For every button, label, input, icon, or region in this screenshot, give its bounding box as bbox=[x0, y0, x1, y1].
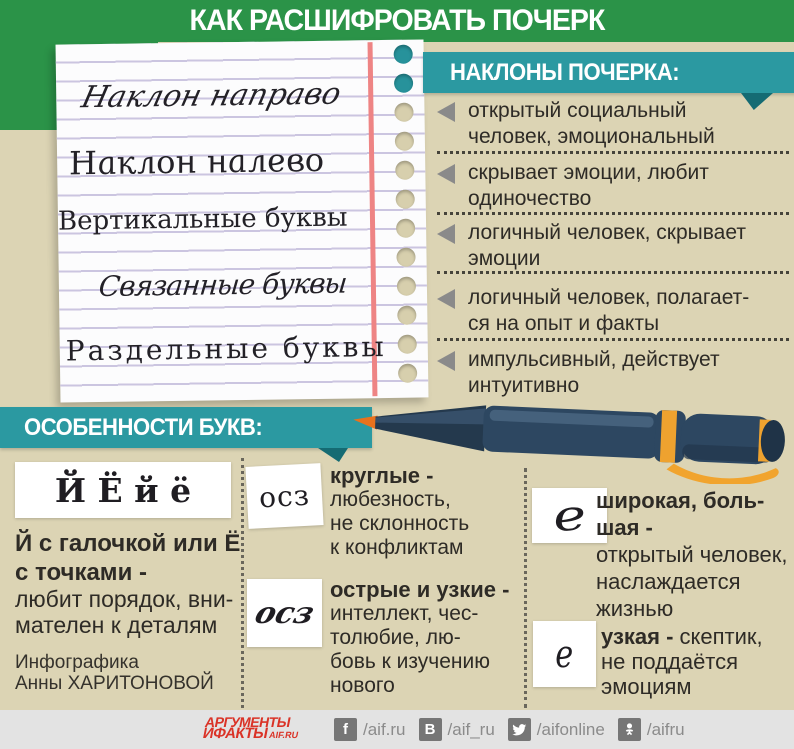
description-line: бовь к изучению bbox=[330, 650, 490, 673]
letter-term: узкая - bbox=[601, 624, 674, 649]
logo-suffix: AIF.RU bbox=[268, 730, 300, 740]
letter-sample-box bbox=[533, 621, 596, 687]
letter-term: острые и узкие - bbox=[330, 577, 510, 602]
page-title: КАК РАСШИФРОВАТЬ ПОЧЕРК bbox=[189, 4, 605, 37]
column-separator bbox=[241, 458, 244, 708]
credit-line: Инфографика bbox=[15, 652, 139, 673]
description-line: к конфликтам bbox=[330, 536, 464, 559]
description-line: толюбие, лю- bbox=[330, 626, 461, 649]
logo-line: ИФАКТЫ bbox=[201, 725, 270, 742]
slant-item bbox=[437, 160, 709, 212]
slant-item-text: открытый социальный bbox=[468, 99, 687, 122]
letter-term: круглые - bbox=[330, 463, 434, 488]
slant-item bbox=[437, 98, 715, 150]
social-handle[interactable]: /aifonline bbox=[536, 719, 605, 739]
social-link-vk[interactable] bbox=[419, 718, 495, 741]
handwriting-connected: Связанные буквы bbox=[97, 266, 348, 304]
vk-icon[interactable]: В bbox=[419, 718, 442, 741]
description-line: жизнью bbox=[596, 596, 674, 621]
pointer-triangle-icon bbox=[437, 289, 455, 309]
column-separator bbox=[524, 468, 527, 708]
slant-item bbox=[437, 285, 749, 337]
binding-hole bbox=[397, 306, 416, 325]
handwriting-vertical: Вертикальные буквы bbox=[57, 202, 348, 237]
handwriting-slant-left: Наклон налево bbox=[65, 140, 328, 183]
letter-entry bbox=[601, 624, 763, 699]
letter-entry bbox=[330, 578, 509, 698]
description-line: эмоциям bbox=[601, 674, 692, 699]
dotted-separator bbox=[437, 338, 789, 341]
slant-item-text: интуитивно bbox=[468, 374, 580, 397]
letter-sample-box bbox=[247, 579, 322, 647]
description-line: открытый человек, bbox=[596, 542, 788, 567]
pointer-triangle-icon bbox=[437, 224, 455, 244]
facebook-icon[interactable]: f bbox=[334, 718, 357, 741]
description-line: любит порядок, вни- bbox=[15, 586, 234, 612]
binding-hole bbox=[396, 190, 415, 209]
dotted-separator bbox=[437, 271, 789, 274]
description-line: интеллект, чес- bbox=[330, 602, 479, 625]
binding-hole bbox=[395, 161, 414, 180]
spiral-holes bbox=[394, 45, 418, 393]
letter-sample: е bbox=[549, 489, 590, 542]
binding-hole bbox=[395, 132, 414, 151]
slant-item-text: логичный человек, скрывает bbox=[468, 221, 746, 244]
credit-text bbox=[15, 652, 214, 694]
description-line: не склонность bbox=[330, 512, 470, 535]
description-line: не поддаётся bbox=[601, 649, 739, 674]
ribbon-fold-icon bbox=[318, 448, 348, 462]
slant-item-text: одиночество bbox=[468, 187, 592, 210]
letter-term: шая - bbox=[596, 515, 653, 540]
binding-hole bbox=[398, 364, 417, 383]
description-line: скептик, bbox=[679, 624, 763, 649]
binding-hole bbox=[394, 74, 413, 93]
social-handle[interactable]: /aif_ru bbox=[447, 719, 495, 739]
handwriting-slant-right: Наклон направо bbox=[78, 76, 345, 116]
letter-sample: осз bbox=[250, 595, 319, 631]
pointer-triangle-icon bbox=[437, 351, 455, 371]
slant-item bbox=[437, 220, 746, 272]
binding-hole bbox=[397, 277, 416, 296]
letters-banner-label: ОСОБЕННОСТИ БУКВ: bbox=[24, 413, 263, 441]
credit-line: Анны ХАРИТОНОВОЙ bbox=[15, 673, 214, 694]
letter-entry bbox=[596, 487, 788, 622]
social-links bbox=[334, 718, 685, 741]
slant-item-text: логичный человек, полагает- bbox=[468, 286, 750, 309]
description-line: любезность, bbox=[330, 488, 451, 511]
notepad-paper bbox=[56, 39, 429, 402]
letter-sample: Й Ё й ё bbox=[54, 470, 192, 510]
slants-banner-label: НАКЛОНЫ ПОЧЕРКА: bbox=[450, 58, 680, 86]
twitter-icon[interactable] bbox=[508, 718, 531, 741]
term-line: Й с галочкой или Ё bbox=[15, 530, 241, 557]
binding-hole bbox=[396, 248, 415, 267]
slant-item-text: скрывает эмоции, любит bbox=[468, 161, 709, 184]
social-handle[interactable]: /aif.ru bbox=[363, 719, 406, 739]
letter-term bbox=[15, 529, 240, 587]
binding-hole bbox=[394, 45, 413, 64]
dotted-separator bbox=[437, 212, 789, 215]
social-link-odnoklassniki[interactable] bbox=[618, 718, 685, 741]
term-line: с точками - bbox=[15, 559, 147, 586]
slants-banner bbox=[423, 52, 794, 93]
slant-item bbox=[437, 347, 720, 399]
binding-hole bbox=[394, 103, 413, 122]
dotted-separator bbox=[437, 151, 789, 154]
letters-banner bbox=[0, 407, 372, 448]
letter-term: широкая, боль- bbox=[596, 488, 765, 513]
letter-sample: осз bbox=[258, 478, 311, 514]
slant-item-text: импульсивный, действует bbox=[468, 348, 720, 371]
logo-line: АРГУМЕНТЫ bbox=[203, 714, 292, 730]
letter-sample-box bbox=[15, 462, 231, 518]
description-line: мателен к деталям bbox=[15, 612, 218, 638]
description-line: нового bbox=[330, 674, 395, 697]
social-handle[interactable]: /aifru bbox=[646, 719, 685, 739]
letter-sample: е bbox=[555, 632, 574, 676]
pointer-triangle-icon bbox=[437, 164, 455, 184]
slant-item-text: ся на опыт и факты bbox=[468, 312, 660, 335]
handwriting-separate: Раздельные буквы bbox=[65, 329, 387, 368]
aif-logo bbox=[202, 716, 302, 741]
odnoklassniki-icon[interactable] bbox=[618, 718, 641, 741]
ribbon-fold-icon bbox=[741, 93, 773, 110]
letter-description bbox=[15, 586, 233, 638]
social-link-facebook[interactable] bbox=[334, 718, 406, 741]
binding-hole bbox=[396, 219, 415, 238]
social-link-twitter[interactable] bbox=[508, 718, 605, 741]
slant-item-text: человек, эмоциональный bbox=[468, 125, 715, 148]
slant-item-text: эмоции bbox=[468, 247, 541, 270]
description-line: наслаждается bbox=[596, 569, 741, 594]
binding-hole bbox=[398, 335, 417, 354]
pointer-triangle-icon bbox=[437, 102, 455, 122]
letter-entry bbox=[330, 464, 469, 560]
letter-sample-box bbox=[245, 463, 323, 529]
